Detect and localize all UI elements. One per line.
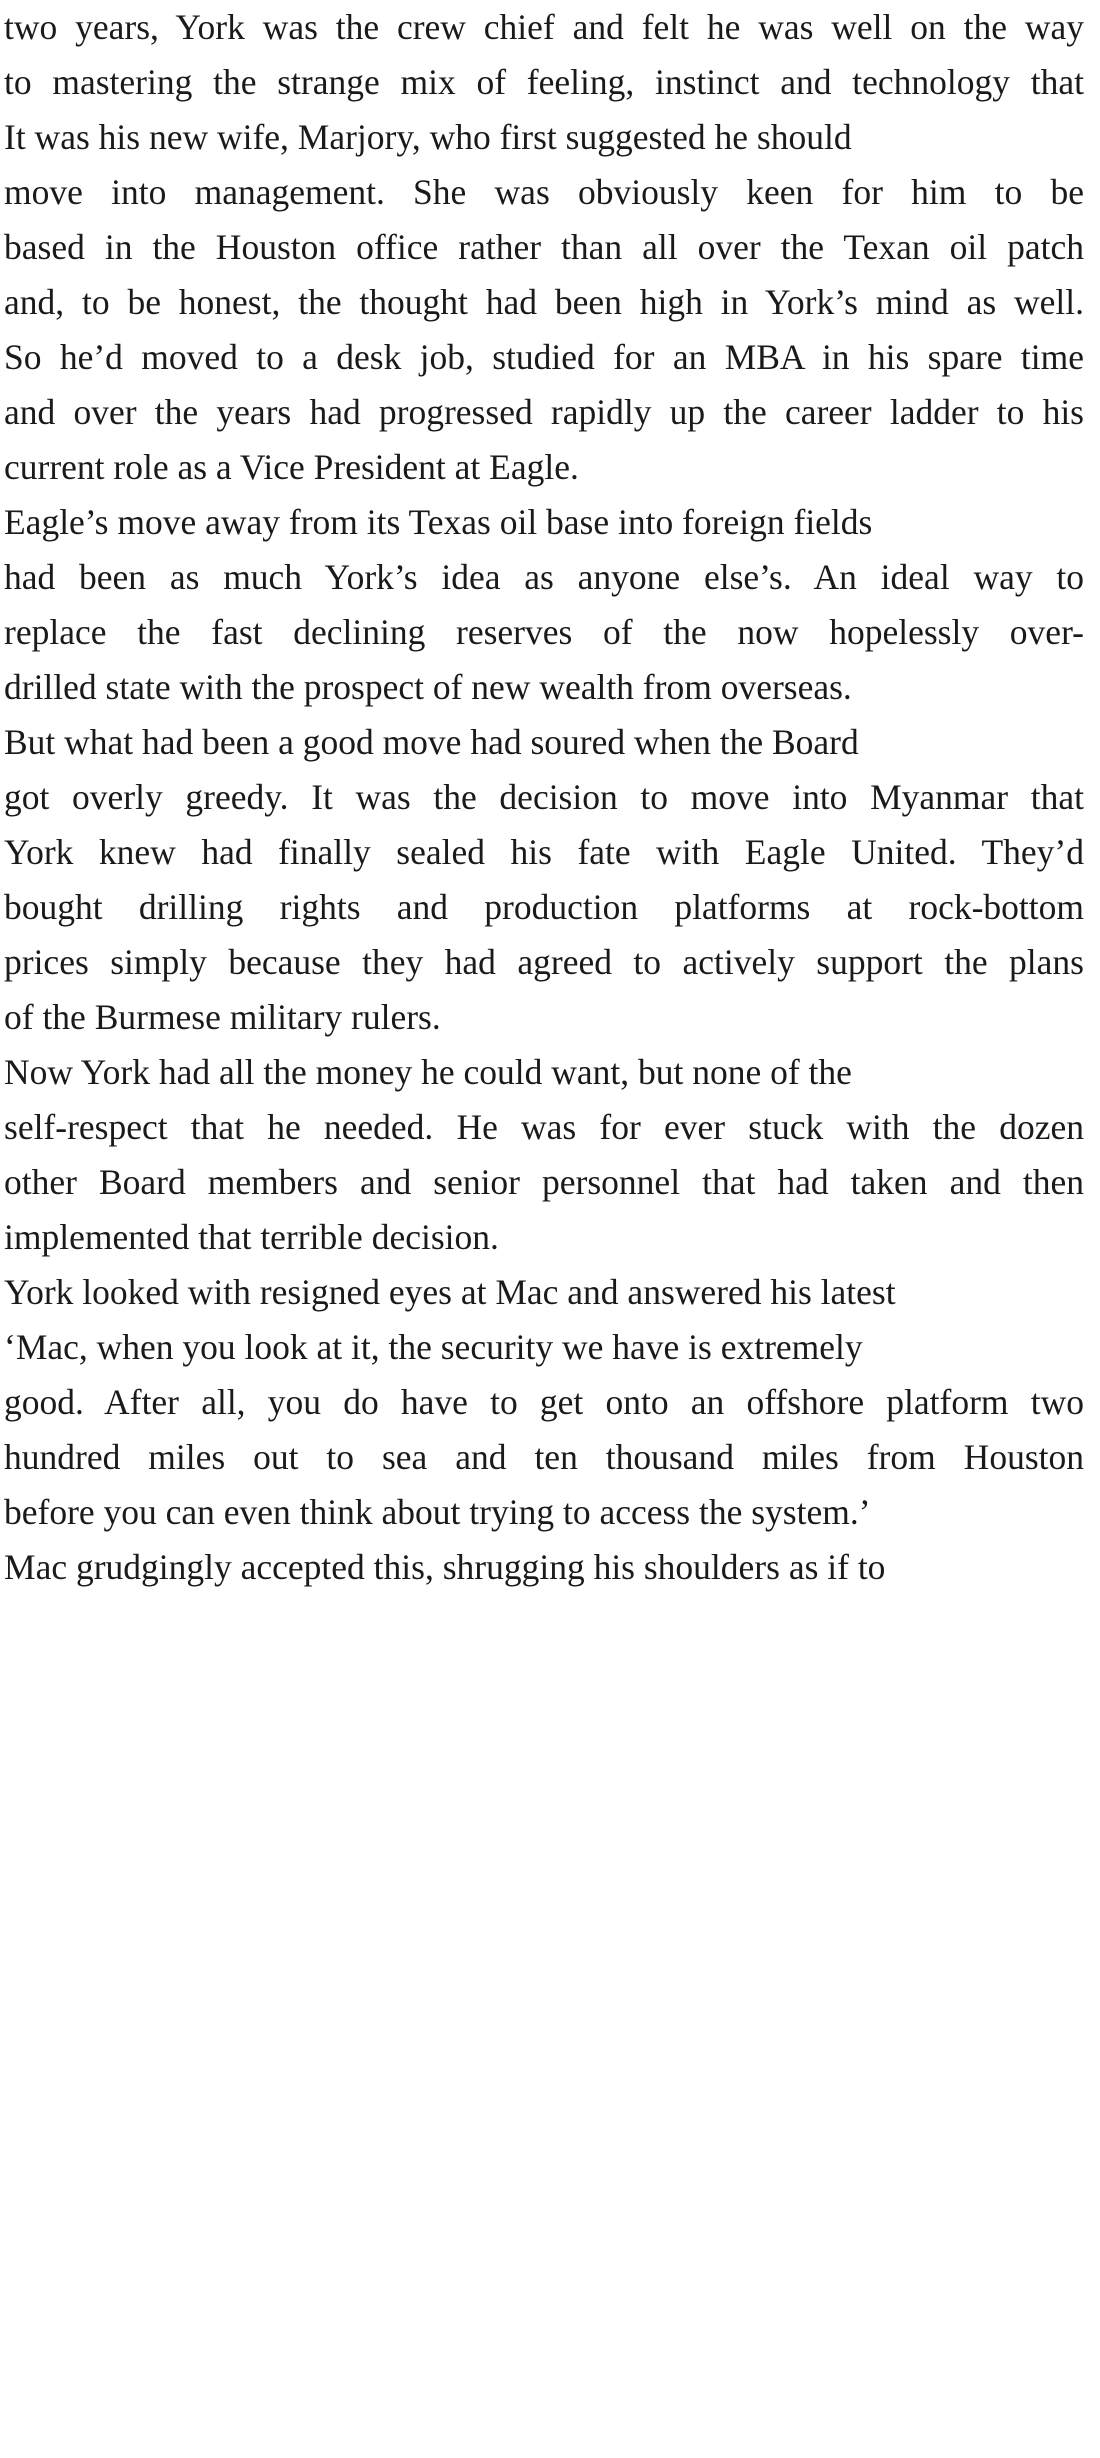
text-line: and over the years had progressed rapidly up the career ladder to his (4, 392, 1084, 432)
text-line: Mac grudgingly accepted this, shrugging his shoulders as if to (4, 1547, 886, 1587)
text-line: ‘Mac, when you look at it, the security we have is extremely (4, 1327, 863, 1367)
text-line: and, to be honest, the thought had been high in York’s mind as well. (4, 282, 1084, 322)
text-line: prices simply because they had agreed to actively support the plans (4, 942, 1084, 982)
text-line: replace the fast declining reserves of the now hopelessly over- (4, 612, 1084, 652)
text-line: Eagle’s move away from its Texas oil base into foreign fields (4, 502, 873, 542)
text-line: two years, York was the crew chief and felt he was well on the way (4, 7, 1084, 47)
text-line: York looked with resigned eyes at Mac and answered his latest (4, 1272, 896, 1312)
text-line: based in the Houston office rather than all over the Texan oil patch (4, 227, 1084, 267)
text-line: implemented that terrible decision. (4, 1217, 499, 1257)
text-line: got overly greedy. It was the decision to move into Myanmar that (4, 777, 1084, 817)
text-line: of the Burmese military rulers. (4, 997, 441, 1037)
text-line: But what had been a good move had soured when the Board (4, 722, 859, 762)
text-line: had been as much York’s idea as anyone else’s. An ideal way to (4, 557, 1084, 597)
text-line: to mastering the strange mix of feeling, instinct and technology that (4, 62, 1084, 102)
text-line: So he’d moved to a desk job, studied for an MBA in his spare time (4, 337, 1084, 377)
text-line: move into management. She was obviously keen for him to be (4, 172, 1084, 212)
text-line: good. After all, you do have to get onto an offshore platform two (4, 1382, 1084, 1422)
text-line: Now York had all the money he could want, but none of the (4, 1052, 852, 1092)
text-line: It was his new wife, Marjory, who first suggested he should (4, 117, 852, 157)
text-line: bought drilling rights and production platforms at rock-bottom (4, 887, 1084, 927)
text-line: current role as a Vice President at Eagle. (4, 447, 579, 487)
text-line: York knew had finally sealed his fate with Eagle United. They’d (4, 832, 1084, 872)
text-line: hundred miles out to sea and ten thousand miles from Houston (4, 1437, 1084, 1477)
text-line: drilled state with the prospect of new wealth from overseas. (4, 667, 852, 707)
text-line: other Board members and senior personnel that had taken and then (4, 1162, 1084, 1202)
text-line: before you can even think about trying to access the system.’ (4, 1492, 871, 1532)
text-line: self-respect that he needed. He was for ever stuck with the dozen (4, 1107, 1084, 1147)
